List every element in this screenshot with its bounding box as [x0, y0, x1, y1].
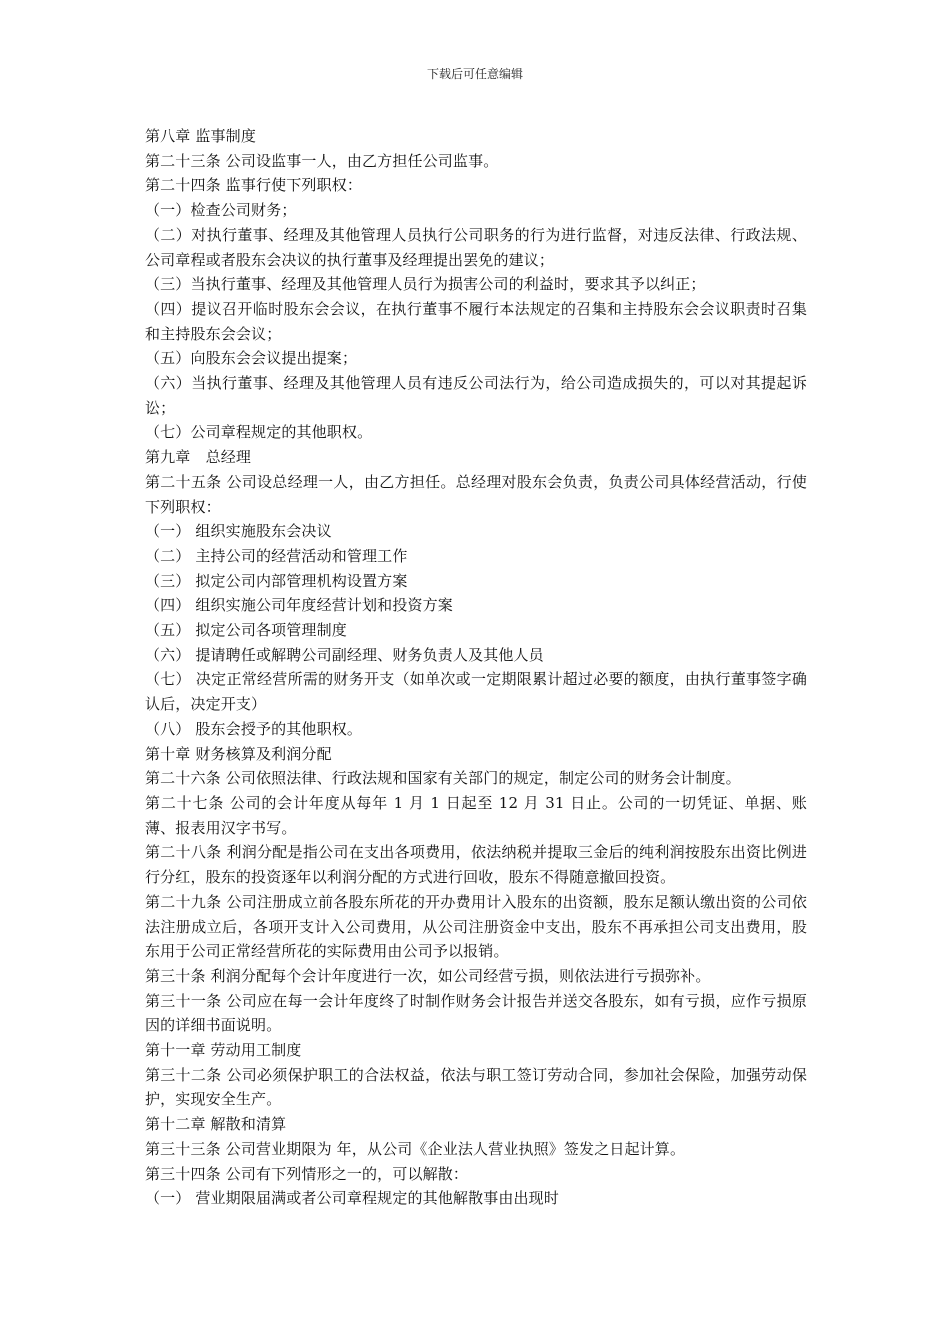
article-paragraph: 第二十六条 公司依照法律、行政法规和国家有关部门的规定，制定公司的财务会计制度。 — [145, 769, 741, 788]
list-item: （八） 股东会授予的其他职权。 — [145, 719, 363, 738]
chapter-heading: 第十二章 解散和清算 — [145, 1115, 287, 1134]
list-item: （四）提议召开临时股东会会议，在执行董事不履行本法规定的召集和主持股东会会议职责时召集和主持股东会会议； — [145, 299, 807, 343]
list-item: （七） 决定正常经营所需的财务开支（如单次或一定期限累计超过必要的额度，由执行董事签字确认后，决定开支） — [145, 670, 807, 714]
article-paragraph: 第二十九条 公司注册成立前各股东所花的开办费用计入股东的出资额，股东足额认缴出资的公司依法注册成立后，各项开支计入公司费用，从公司注册资金中支出，股东不再承担公司支出费用，股东用于公司正常经营所花的实际费用由公司予以报销。 — [145, 892, 807, 961]
list-item: （六）当执行董事、经理及其他管理人员有违反公司法行为，给公司造成损失的，可以对其提起诉讼； — [145, 374, 807, 417]
list-item: （一）检查公司财务； — [145, 201, 297, 220]
article-paragraph: 第三十三条 公司营业期限为 年，从公司《企业法人营业执照》签发之日起计算。 — [145, 1139, 686, 1158]
list-item: （五）向股东会会议提出提案； — [145, 349, 358, 368]
article-paragraph: 第二十八条 利润分配是指公司在支出各项费用，依法纳税并提取三金后的纯利润按股东出资比例进行分红，股东的投资逐年以利润分配的方式进行回收，股东不得随意撤回投资。 — [145, 843, 807, 887]
document-body — [145, 124, 807, 1211]
list-item: （一） 组织实施股东会决议 — [145, 522, 332, 541]
list-item: （七）公司章程规定的其他职权。 — [145, 423, 373, 442]
list-item: （三）当执行董事、经理及其他管理人员行为损害公司的利益时，要求其予以纠正； — [145, 275, 706, 294]
article-paragraph: 第三十四条 公司有下列情形之一的，可以解散： — [145, 1164, 469, 1183]
article-paragraph: 第二十七条 公司的会计年度从每年 1 月 1 日起至 12 月 31 日止。公司的一切凭证、单据、账薄、报表用汉字书写。 — [145, 793, 807, 837]
chapter-heading: 第十一章 劳动用工制度 — [145, 1041, 302, 1060]
article-paragraph: 第三十条 利润分配每个会计年度进行一次，如公司经营亏损，则依法进行亏损弥补。 — [145, 966, 711, 985]
list-item: （四） 组织实施公司年度经营计划和投资方案 — [145, 596, 453, 615]
article-paragraph: 第二十四条 监事行使下列职权： — [145, 176, 363, 195]
list-item: （一） 营业期限届满或者公司章程规定的其他解散事由出现时 — [145, 1189, 559, 1208]
list-item: （二）对执行董事、经理及其他管理人员执行公司职务的行为进行监督，对违反法律、行政法规、公司章程或者股东会决议的执行董事及经理提出罢免的建议； — [145, 225, 807, 269]
chapter-heading: 第九章 总经理 — [145, 448, 252, 467]
page-header: 下载后可任意编辑 — [426, 67, 523, 81]
chapter-heading: 第八章 监事制度 — [145, 127, 256, 145]
list-item: （六） 提请聘任或解聘公司副经理、财务负责人及其他人员 — [145, 645, 544, 664]
article-paragraph: 第三十二条 公司必须保护职工的合法权益，依法与职工签订劳动合同，参加社会保险，加强劳动保护，实现安全生产。 — [145, 1065, 807, 1109]
list-item: （五） 拟定公司各项管理制度 — [145, 621, 347, 640]
chapter-heading: 第十章 财务核算及利润分配 — [145, 744, 332, 763]
article-paragraph: 第二十三条 公司设监事一人，由乙方担任公司监事。 — [145, 151, 499, 170]
list-item: （二） 主持公司的经营活动和管理工作 — [145, 546, 408, 565]
article-paragraph: 第三十一条 公司应在每一会计年度终了时制作财务会计报告并送交各股东，如有亏损，应作亏损原因的详细书面说明。 — [145, 991, 807, 1035]
article-paragraph: 第二十五条 公司设总经理一人，由乙方担任。总经理对股东会负责，负责公司具体经营活动，行使下列职权： — [145, 472, 807, 516]
list-item: （三） 拟定公司内部管理机构设置方案 — [145, 571, 408, 590]
